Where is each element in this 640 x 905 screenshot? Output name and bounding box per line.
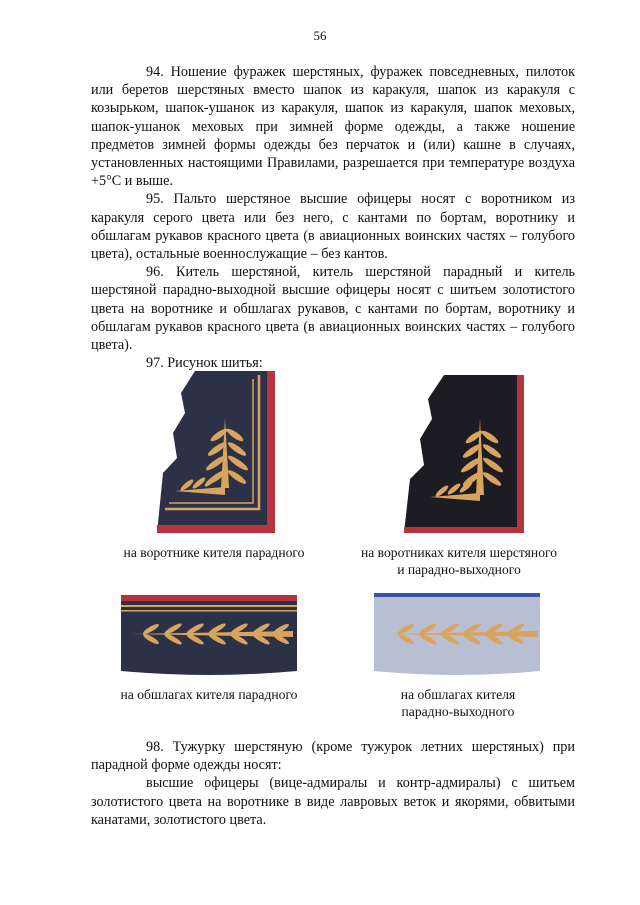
paragraph-98: 98. Тужурку шерстяную (кроме тужурок летних шерстяных) при парадной форме одежды носят: xyxy=(91,739,575,774)
paragraph-95: 95. Пальто шерстяное высшие офицеры носят с воротником из каракуля серого цвета или без него, с кантами по бортам, воротнику и обшлагам рукавов красного цвета (в авиационных воинских частях – голубого цвета), остальные военнослужащие – без кантов. xyxy=(91,191,575,263)
page-number: 56 xyxy=(313,28,327,43)
caption-collar-parade: на воротнике кителя парадного xyxy=(123,545,305,560)
paragraph-96: 96. Китель шерстяной, китель шерстяной парадный и китель шерстяной парадно-выходной высшие офицеры носят с шитьем золотистого цвета на воротнике и обшлагах рукавов, с кантами по бортам, воротнику и обшлагам рукавов красного цвета (в авиационных воинских частях – голубого цвета). xyxy=(91,264,575,354)
caption-collar-wool-line2: и парадно-выходного xyxy=(397,562,521,577)
paragraph-97: 97. Рисунок шитья: xyxy=(146,355,263,372)
cuff-casual-embroidery xyxy=(374,593,540,677)
paragraph-98-item: высшие офицеры (вице-адмиралы и контр-адмиралы) с шитьем золотистого цвета на воротнике в виде лавровых веток и якорями, обвитыми канатами, золотистого цвета. xyxy=(91,775,575,828)
collar-wool-embroidery xyxy=(400,369,540,541)
collar-parade-embroidery xyxy=(155,363,295,541)
caption-collar-wool-line1: на воротниках кителя шерстяного xyxy=(360,545,558,560)
caption-cuff-casual-line2: парадно-выходного xyxy=(401,704,515,719)
caption-cuff-casual-line1: на обшлагах кителя xyxy=(400,687,516,702)
cuff-parade-embroidery xyxy=(121,595,297,677)
body-text-upper xyxy=(91,63,575,372)
caption-cuff-parade: на обшлагах кителя парадного xyxy=(120,687,298,702)
paragraph-94: 94. Ношение фуражек шерстяных, фуражек повседневных, пилоток или беретов шерстяных вместо шапок из каракуля, шапок из каракуля с козырьком, шапок-ушанок из каракуля, шапок из каракуля, шапок меховых, шапок-ушанок меховых при зимней форме одежды, а также ношение предметов зимней формы одежды без перчаток и (или) кашне в случаях, установленных настоящими Правилами, разрешается при температуре воздуха +5°С и выше. xyxy=(91,64,575,190)
body-text-lower xyxy=(91,738,575,829)
